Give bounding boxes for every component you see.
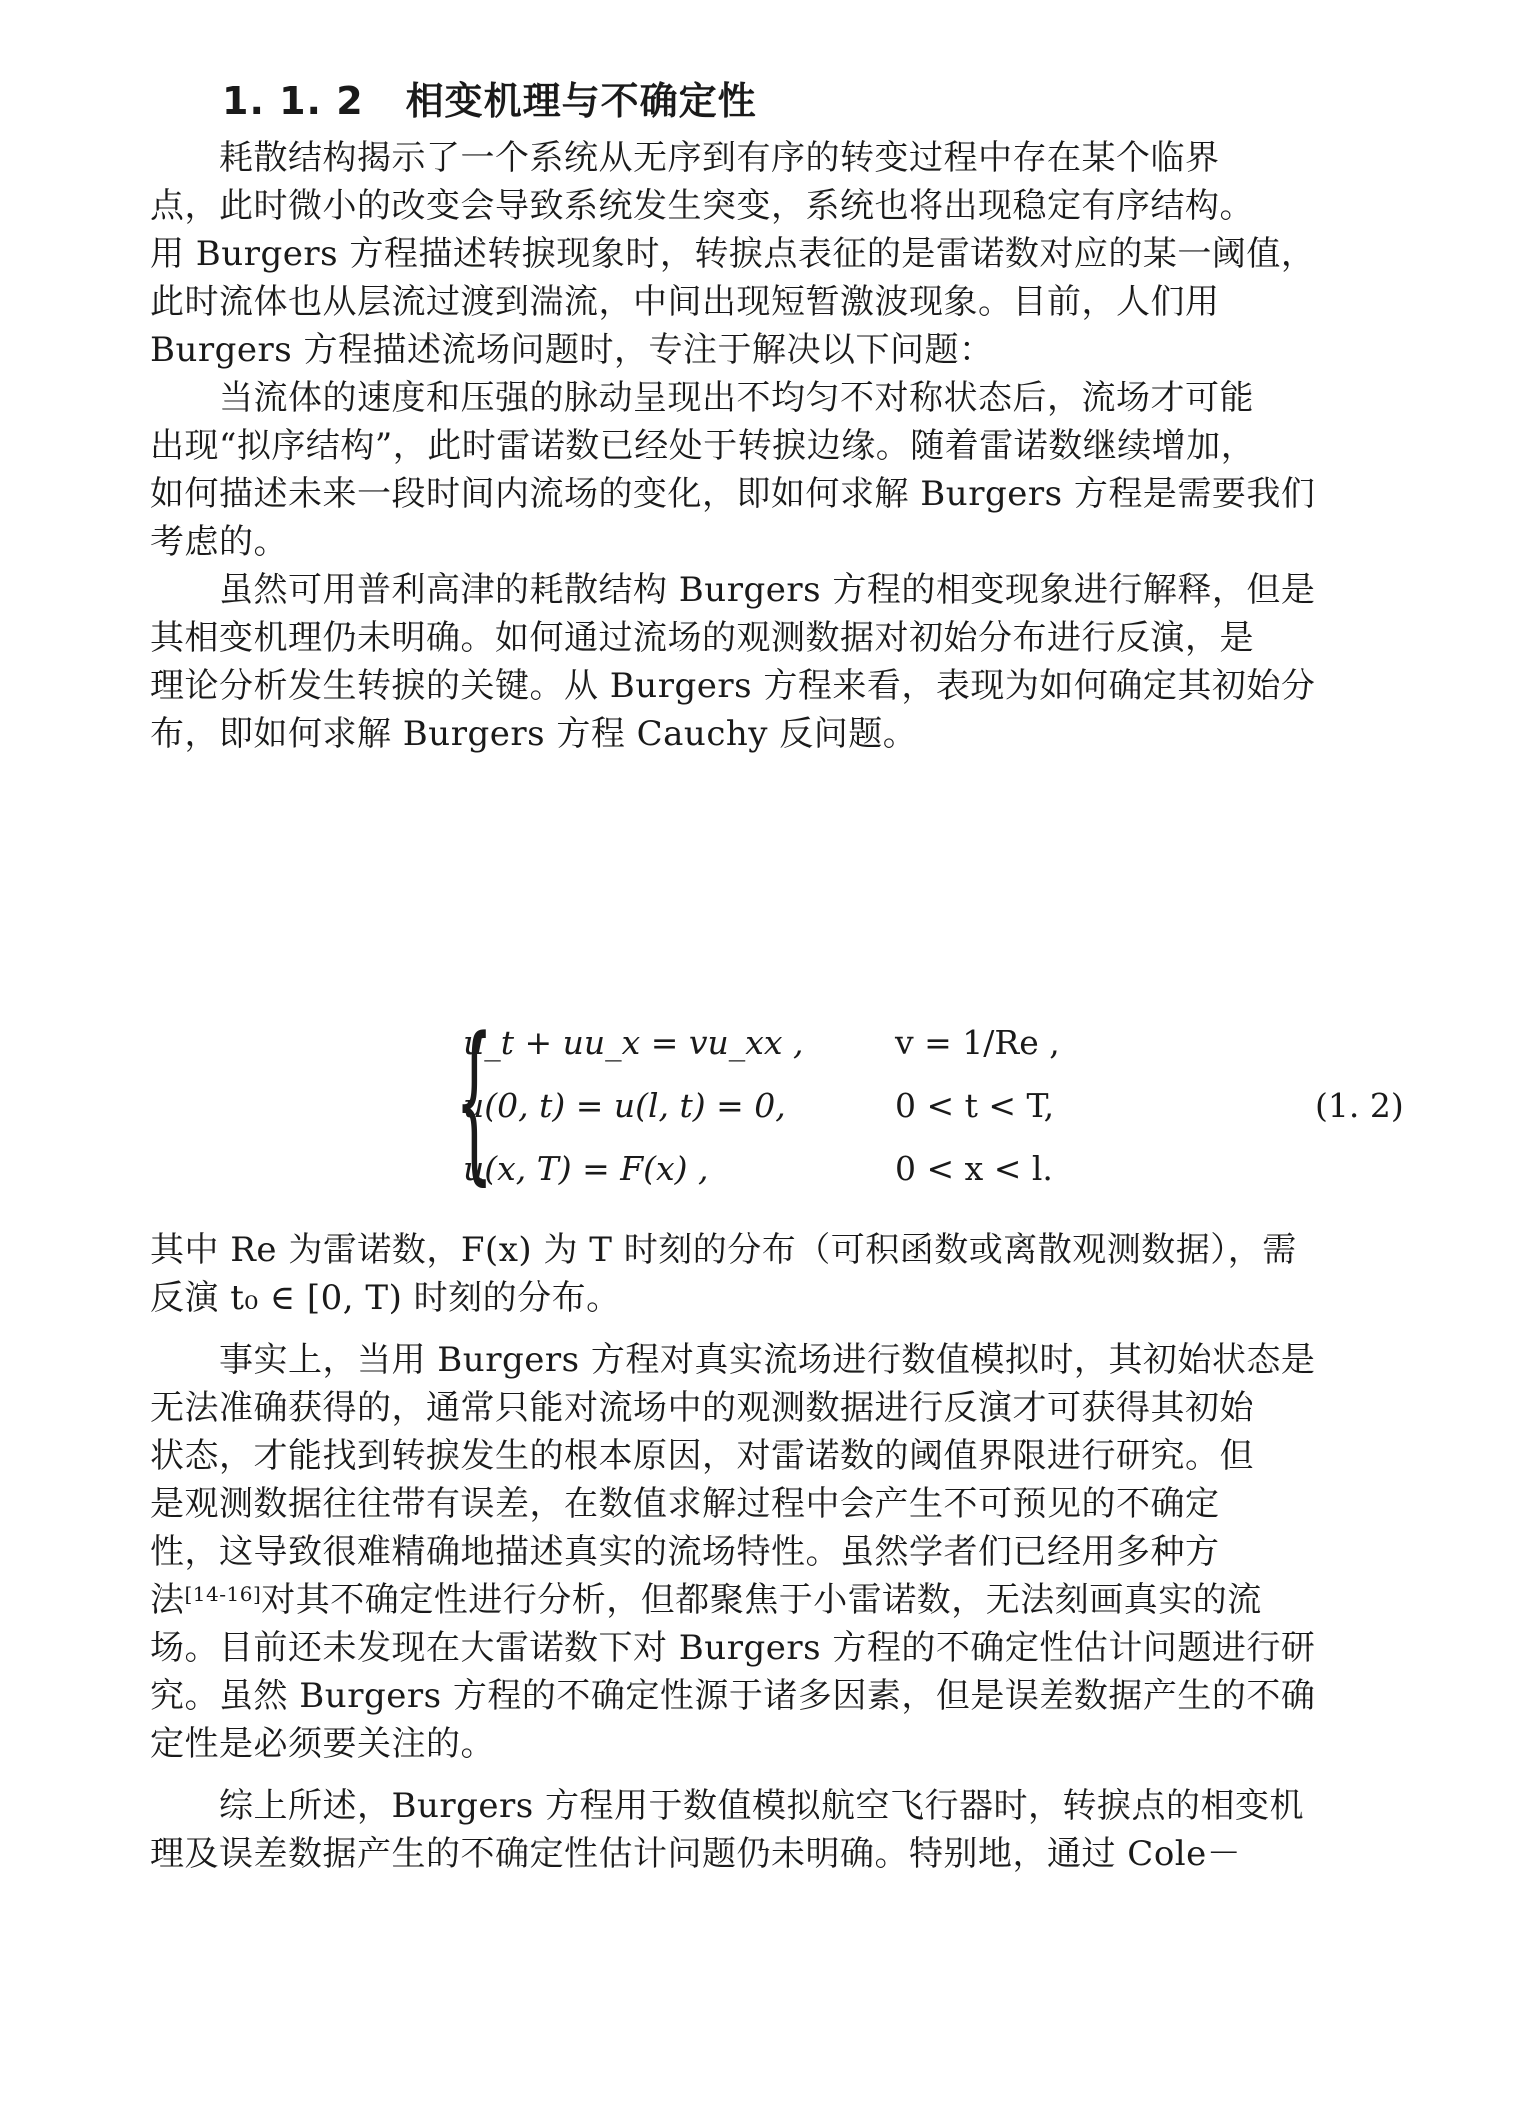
paragraph-line: 性，这导致很难精确地描述真实的流场特性。虽然学者们已经用多种方 <box>150 1532 1220 1572</box>
paragraph-line: 点，此时微小的改变会导致系统发生突变，系统也将出现稳定有序结构。 <box>150 186 1254 226</box>
paragraph-line: 虽然可用普利高津的耗散结构 Burgers 方程的相变现象进行解释，但是 <box>150 570 1316 610</box>
paragraph-line: 是观测数据往往带有误差，在数值求解过程中会产生不可预见的不确定 <box>150 1484 1220 1524</box>
equation-block <box>455 1000 1405 1205</box>
equation-row-2-right: 0 < t < T, <box>895 1086 1055 1125</box>
equation-row-3-left: u(x, T) = F(x) , <box>463 1149 709 1188</box>
paragraph-line: 理论分析发生转捩的关键。从 Burgers 方程来看，表现为如何确定其初始分 <box>150 666 1316 706</box>
paragraph-line: 出现“拟序结构”，此时雷诺数已经处于转捩边缘。随着雷诺数继续增加， <box>150 426 1256 466</box>
paragraph-line: 当流体的速度和压强的脉动呈现出不均匀不对称状态后，流场才可能 <box>150 378 1254 418</box>
equation-row-1-right: v = 1/Re , <box>895 1023 1060 1062</box>
section-number: 1. 1. 2 <box>222 79 364 123</box>
equation-number: (1. 2) <box>1315 1086 1404 1125</box>
equation-row-3-right: 0 < x < l. <box>895 1149 1053 1188</box>
line-start: 法 <box>150 1580 185 1620</box>
paragraph-line: 其相变机理仍未明确。如何通过流场的观测数据对初始分布进行反演，是 <box>150 618 1254 658</box>
paragraph-line: 场。目前还未发现在大雷诺数下对 Burgers 方程的不确定性估计问题进行研 <box>150 1628 1316 1668</box>
citation-ref[interactable]: [14-16] <box>184 1582 262 1606</box>
paragraph-line: 如何描述未来一段时间内流场的变化，即如何求解 Burgers 方程是需要我们 <box>150 474 1316 514</box>
paragraph-line: 布，即如何求解 Burgers 方程 Cauchy 反问题。 <box>150 714 918 754</box>
equation-row-2-left: u(0, t) = u(l, t) = 0, <box>463 1086 786 1125</box>
paragraph-line: 此时流体也从层流过渡到湍流，中间出现短暂激波现象。目前，人们用 <box>150 282 1220 322</box>
section-title: 相变机理与不确定性 <box>405 79 757 123</box>
paragraph-line-with-citation <box>150 1580 1400 1620</box>
paragraph-line: 用 Burgers 方程描述转捩现象时，转捩点表征的是雷诺数对应的某一阈值， <box>150 234 1316 274</box>
paragraph-line: 究。虽然 Burgers 方程的不确定性源于诸多因素，但是误差数据产生的不确 <box>150 1676 1316 1716</box>
paragraph-line: 无法准确获得的，通常只能对流场中的观测数据进行反演才可获得其初始 <box>150 1388 1254 1428</box>
paragraph-line: 理及误差数据产生的不确定性估计问题仍未明确。特别地，通过 Cole－ <box>150 1834 1242 1874</box>
paragraph-line: 事实上，当用 Burgers 方程对真实流场进行数值模拟时，其初始状态是 <box>150 1340 1316 1380</box>
paragraph-line: 考虑的。 <box>150 522 288 562</box>
paragraph-line: 反演 t₀ ∈ [0, T) 时刻的分布。 <box>150 1278 621 1318</box>
paragraph-line: 其中 Re 为雷诺数，F(x) 为 T 时刻的分布（可积函数或离散观测数据），需 <box>150 1230 1297 1270</box>
line-rest: 对其不确定性进行分析，但都聚焦于小雷诺数，无法刻画真实的流 <box>261 1580 1262 1620</box>
equation-brace: { <box>455 1000 494 1201</box>
section-heading <box>222 70 757 125</box>
paragraph-line: 状态，才能找到转捩发生的根本原因，对雷诺数的阈值界限进行研究。但 <box>150 1436 1254 1476</box>
paragraph-line: Burgers 方程描述流场问题时，专注于解决以下问题： <box>150 330 994 370</box>
paragraph-line: 耗散结构揭示了一个系统从无序到有序的转变过程中存在某个临界 <box>150 138 1220 178</box>
paragraph-line: 定性是必须要关注的。 <box>150 1724 495 1764</box>
paragraph-line: 综上所述，Burgers 方程用于数值模拟航空飞行器时，转捩点的相变机 <box>150 1786 1305 1826</box>
equation-row-1-left: u_t + uu_x = vu_xx , <box>463 1023 804 1062</box>
